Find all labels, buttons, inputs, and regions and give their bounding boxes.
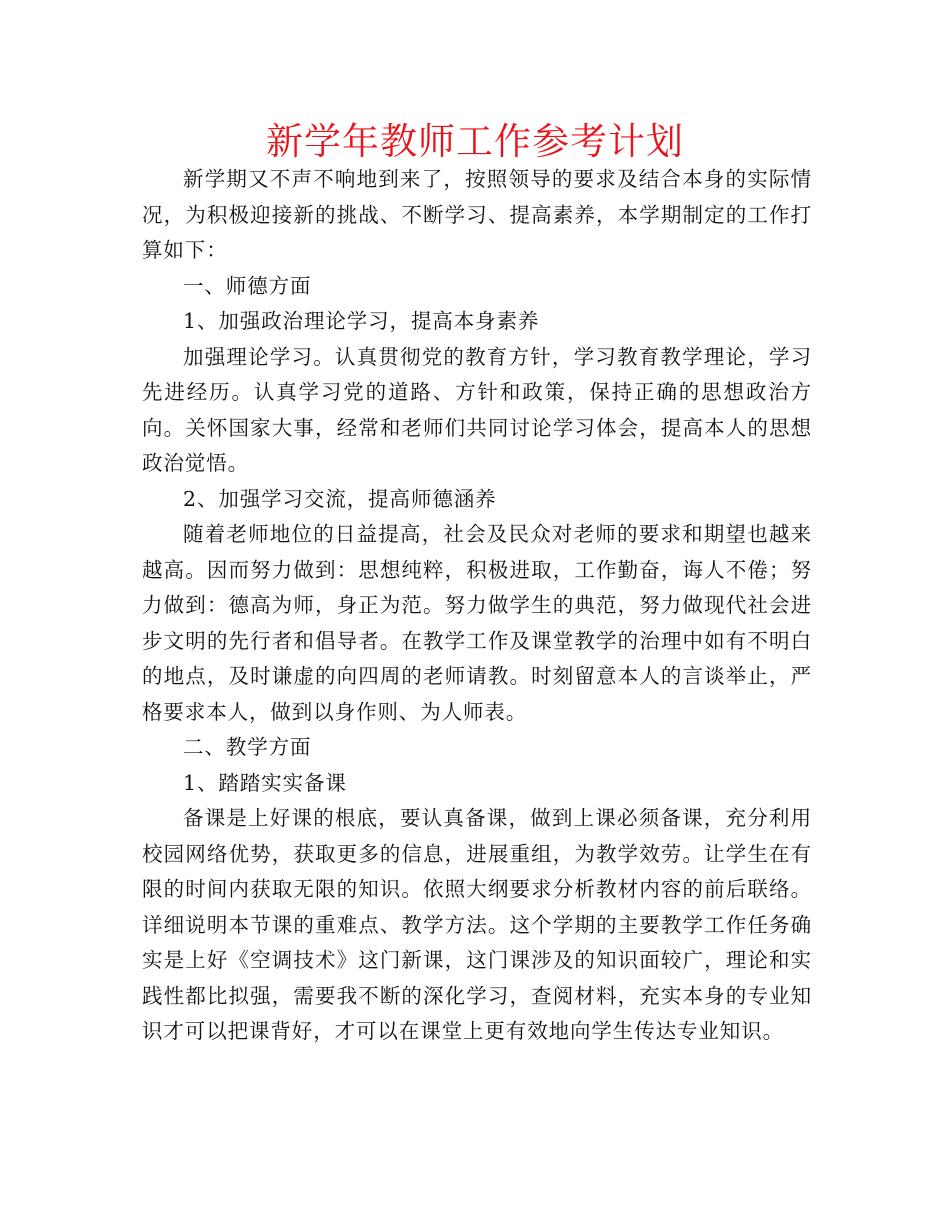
document-title: 新学年教师工作参考计划 — [266, 120, 684, 163]
document-body — [142, 162, 812, 1050]
subheading-lesson-prep: 1、踏踏实实备课 — [183, 770, 347, 795]
subheading-ethics-exchange: 2、加强学习交流，提高师德涵养 — [183, 486, 497, 511]
paragraph-political-study: 加强理论学习。认真贯彻党的教育方针，学习教育教学理论，学习先进经历。认真学习党的道路、方针和政策，保持正确的思想政治方向。关怀国家大事，经常和老师们共同讨论学习体会，提高本人的思想政治觉悟。 — [142, 344, 812, 475]
subheading-political-study: 1、加强政治理论学习，提高本身素养 — [183, 309, 540, 333]
paragraph-lesson-prep: 备课是上好课的根底，要认真备课，做到上课必须备课，充分利用校园网络优势，获取更多的信息，进展重组，为教学效劳。让学生在有限的时间内获取无限的知识。依照大纲要求分析教材内容的前后联络。详细说明本节课的重难点、教学方法。这个学期的主要教学工作任务确实是上好《空调技术》这门新课，这门课涉及的知识面较广，理论和实践性都比拟强，需要我不断的深化学习，查阅材料，充实本身的专业知识才可以把课背好，才可以在课堂上更有效地向学生传达专业知识。 — [142, 806, 812, 1043]
section-heading-ethics: 一、师德方面 — [183, 273, 312, 298]
paragraph-ethics-exchange: 随着老师地位的日益提高，社会及民众对老师的要求和期望也越来越高。因而努力做到：思想纯粹，积极进取，工作勤奋，诲人不倦；努力做到：德高为师，身正为范。努力做学生的典范，努力做现代社会进步文明的先行者和倡导者。在教学工作及课堂教学的治理中如有不明白的地点，及时谦虚的向四周的老师请教。时刻留意本人的言谈举止，严格要求本人，做到以身作则、为人师表。 — [142, 522, 812, 724]
section-heading-teaching: 二、教学方面 — [183, 735, 312, 759]
paragraph-intro: 新学期又不声不响地到来了，按照领导的要求及结合本身的实际情况，为积极迎接新的挑战、不断学习、提高素养，本学期制定的工作打算如下： — [142, 167, 812, 262]
